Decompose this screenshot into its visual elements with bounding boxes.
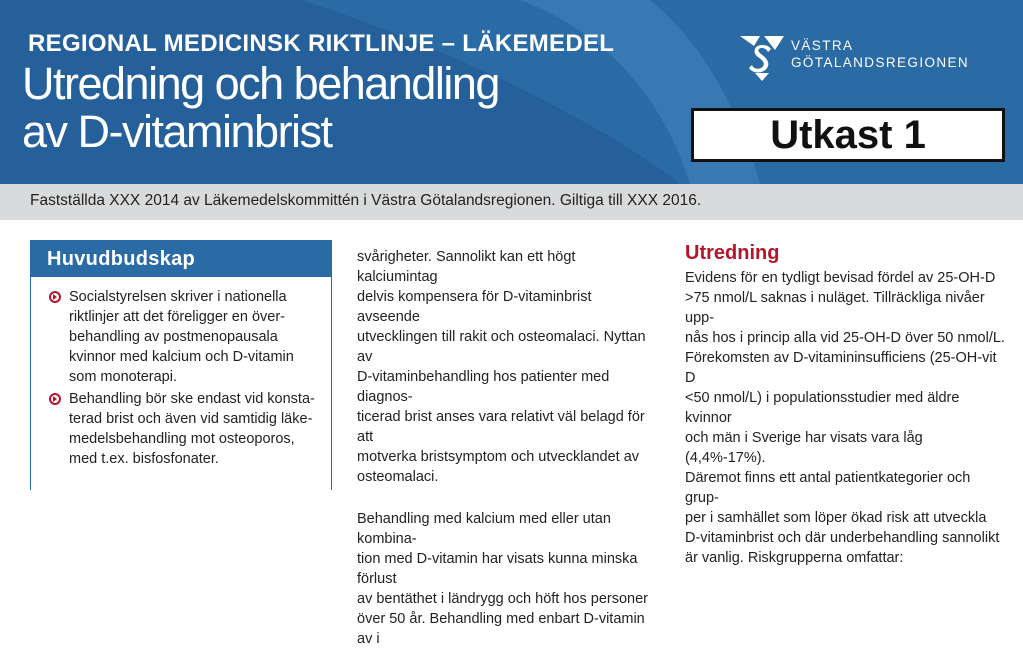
text-line: Socialstyrelsen skriver i nationella: [69, 289, 287, 305]
text-line: Behandling med kalcium med eller utan kombina-: [357, 511, 611, 547]
text-line: av bentäthet i ländrygg och höft hos personer: [357, 591, 648, 607]
header-banner: [0, 0, 1023, 184]
text-line: D-vitaminbrist och där underbehandling sannolikt: [685, 530, 1000, 546]
text-line: per i samhället som löper ökad risk att utveckla: [685, 510, 987, 526]
text-line: >75 nmol/L saknas i nuläget. Tillräckliga nivåer upp-: [685, 290, 985, 326]
text-line: motverka bristsymptom och utvecklandet av: [357, 449, 640, 465]
text-line: ticerad brist anses vara relativt väl belagd för att: [357, 409, 645, 445]
text-line: medelsbehandling mot osteoporos,: [69, 431, 295, 447]
body-column-right: [685, 241, 1005, 568]
text-line: osteomalaci.: [357, 469, 439, 485]
title-line-1: Utredning och behandling: [22, 58, 499, 109]
text-line: behandling av postmenopausala: [69, 329, 278, 345]
text-line: nås hos i princip alla vid 25-OH-D över 50 nmol/L.: [685, 330, 1005, 346]
paragraph: [357, 509, 657, 649]
text-line: kvinnor med kalcium och D-vitamin: [69, 349, 294, 365]
text-line: med t.ex. bisfosfonater.: [69, 451, 219, 467]
text-line: som monoterapi.: [69, 369, 177, 385]
text-line: riktlinjer att det föreligger en över-: [69, 309, 285, 325]
bullet-arrow-icon: [49, 291, 61, 303]
text-line: över 50 år. Behandling med enbart D-vitamin av i: [357, 611, 645, 647]
text-line: Däremot finns ett antal patientkategorier och grup-: [685, 470, 971, 506]
section-heading-utredning: Utredning: [685, 242, 780, 264]
organization-name: [791, 37, 969, 71]
organization-name-line-1: VÄSTRA: [791, 38, 854, 53]
text-line: utvecklingen till rakit och osteomalaci. Nyttan av: [357, 329, 646, 365]
key-messages-box: [30, 240, 332, 490]
text-line: och män i Sverige har visats vara låg (4,4%-17%).: [685, 430, 923, 466]
draft-label: Utkast 1: [691, 108, 1005, 162]
text-line: delvis kompensera för D-vitaminbrist avseende: [357, 289, 592, 325]
paragraph: [685, 268, 1005, 568]
document-type-label: REGIONAL MEDICINSK RIKTLINJE – LÄKEMEDEL: [28, 30, 615, 57]
page-title: [22, 60, 499, 156]
list-item: [49, 287, 325, 387]
text-line: terad brist och även vid samtidig läke-: [69, 411, 313, 427]
paragraph: [357, 247, 657, 487]
validity-text: Fastställda XXX 2014 av Läkemedelskommittén i Västra Götalandsregionen. Giltiga till XXX 2016.: [30, 192, 702, 209]
title-line-2: av D-vitaminbrist: [22, 106, 332, 157]
text-line: Behandling bör ske endast vid konsta-: [69, 391, 315, 407]
validity-bar: [0, 184, 1023, 220]
organization-name-line-2: GÖTALANDSREGIONEN: [791, 55, 970, 70]
list-item: [49, 389, 325, 469]
organization-logo: [738, 33, 1008, 83]
vgr-logo-icon: [738, 33, 786, 81]
body-column-middle: [357, 247, 657, 649]
text-line: svårigheter. Sannolikt kan ett högt kalciumintag: [357, 249, 576, 285]
text-line: D-vitaminbehandling hos patienter med diagnos-: [357, 369, 610, 405]
key-messages-list: [31, 277, 331, 469]
text-line: är vanlig. Riskgrupperna omfattar:: [685, 550, 904, 566]
text-line: Förekomsten av D-vitamininsufficiens (25-OH-vit D: [685, 350, 997, 386]
text-line: Evidens för en tydligt bevisad fördel av 25-OH-D: [685, 270, 996, 286]
key-messages-heading: Huvudbudskap: [31, 241, 331, 277]
text-line: tion med D-vitamin har visats kunna minska förlust: [357, 551, 638, 587]
bullet-arrow-icon: [49, 393, 61, 405]
text-line: <50 nmol/L) i populationsstudier med äldre kvinnor: [685, 390, 960, 426]
